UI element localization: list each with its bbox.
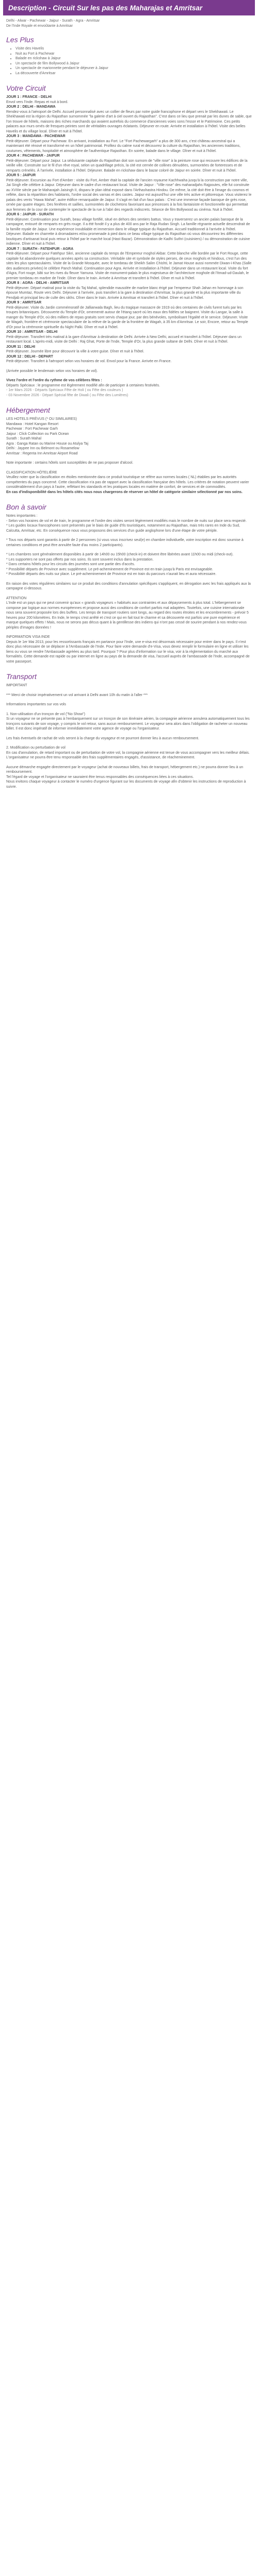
day-block <box>6 247 252 281</box>
day-text: Rendez-vous à l'aéroport de Delhi. Accueil personnalisé avec un collier de fleurs par notre guide francophone et départ vers le Shekhawati. Le Shekhawati est la région du Rajasthan surnommée "la galerie d'art à ciel ouvert du Rajasthan". C'est dans ce lieu que prenait par les dunes de sable, que l'on trouve de hôtels, maisons des riches marchands qui avaient autrefois du commerce d'anciennes voies sons l'essor et le Patrimoine. Ces petits palaces aux murs ornés de fresques peintes sont de véritables ouvrages éclatants. Déjeuner en route. Arrivée et installation à l'hôtel. Visite des belles Havelis et du village local. Dîner et nuit à l'hôtel. <box>6 110 252 133</box>
flight-info-paragraph: 2. Modification ou perturbation de vol <box>6 746 66 750</box>
flight-info-paragraph: En cas d'annulation, de retard important ou de perturbation de votre vol, la compagnie aérienne est tenue de vous accompagner vers les meilleur délais. L'organisateur ne pourra être tenu responsable des frais supplémentaires engagés, d'assistance, de réacheminement. <box>6 751 250 759</box>
special-date: - 1er Mars 2026 - Départs Spéciaux Fête de Holi ( ou Fête des couleurs ) <box>6 388 123 392</box>
note-item: * Les supporters ne sont pas offerts par nos soins. Ils sont souvent inclus dans la prestation. <box>6 557 154 562</box>
day-block <box>6 354 252 364</box>
flight-info-paragraph: Les frais éventuels de rachat de vols seront à la charge du voyageur et ne pourront donner lieu à aucun remboursement. <box>6 736 199 740</box>
hotel-line: Delhi : Jaypee Inn ou Belmont ou Rosamelow <box>6 447 79 450</box>
day-text: Petit-déjeuner. Départ matinal pour la visite du Taj Mahal, splendide mausolée de marbre blanc érigé par l'empereur Shah Jahan en hommage à son épouse Mumtaz, Route vers Delhi. Déjeuner à l'arrivée, puis transfert à la gare à destination d'Amritsar, la plus grande et la plus importante ville du Pendjab et principal lieu de culte des sikhs. Dîner dans le train. Arrivée à Amritsar et transfert à l'hôtel. Dîner et nuit à l'hôtel. <box>6 286 244 300</box>
day-text: Petit-déjeuner. Continuation pour Surath, beau village fortifié, situé en dehors des sentiers battus. Vous y traverserez un ancien palais baroque de la campagne, entouré de remparts en grès rouge. Il a été fondé il y a plus de 400 ans par le Raja Rudan Singh. La famille régnante actuelle descendrait de la famille royale de Jaipur. Une expérience inoubliable et immersion dans le village typique du Rajasthan. Accueil traditionnel à l'arrivée à l'hôtel. Déjeuner. Balade en charrette à dromadaires et/ou promenade à pied dans ce beau village typique du Rajasthan où vous découvrirez les différentes boutiques d'artisanat local puis retour à l'hôtel par le marché local (Hast Bazar). Démonstration de Kadhi Suthri (cuisiniers) / ou démonstration de cuisine indienne. Dîner et nuit à l'hôtel. <box>6 217 250 246</box>
flight-info-paragraph: 1. Non-utilisation d'un tronçon de vol ("No Show") <box>6 712 85 716</box>
day-text: Petit-déjeuner. Journée libre pour découvrir la ville à votre guise. Dîner et nuit à l'hôtel. <box>6 350 144 353</box>
hotel-line: Jaipur : Click Collection ou Park Ocean <box>6 432 69 436</box>
classification-title: CLASSIFICATION HÔTELIÈRE <box>6 470 57 474</box>
day-text: Petit-déjeuner. Départ pour Fatehpur Sikri, ancienne capitale du temps de l'Empereur moghol Akbar. Cette blanche ville bordée par le Fort Rouge, cette capitale fut abandonnée quelques années après sa construction. Véritable site et symbole de styles perses, de ceux moghols et hindous, c'est l'un des sites les plus spectaculaires. Visite de la Grande Mosquée, avec le tombeau de Sheikh Salim Chishti, le Jamat House aussi nommée Diwan-i-Khas (Salle des audiences privées) le célèbre Panch Mahal. Continuation pour Agra. Arrivée et installation à l'hôtel. Déjeuner dans un restaurant local. Visite du fort d'Agra, Fort rouge, bâti sur les rives du fleuve Yamuna. Visite de monument-palais le plus majestueux de l'architecture moghole dit l'Itmad-ud-Daulah, le premier tombeau en marbre de l'Inde. Dîner dans le train. Arrivée à Amritsar et transfert à l'hôtel. Dîner et nuit à l'hôtel. <box>6 252 252 280</box>
list-item: • La découverte d'Amritsar <box>15 71 252 76</box>
conditions-note: En raison des votes régulières similaires sur ce produit des conditions d'annulation spécifiques s'appliquent, en dérogation avec les frais appliqués aux la campagne ci-dessous. <box>6 582 251 590</box>
list-item: • Nuit au Fort à Pachewar <box>15 52 252 57</box>
list-item: • Un spectacle de film Bollywood à Jaipur <box>15 61 252 66</box>
section-title-circuit: Votre Circuit <box>6 84 46 92</box>
flight-info-paragraph: Tel l'égard de voyage et l'organisateur ne sauraient être tenus responsables des conséquences liées à ces situations. <box>6 775 194 779</box>
order-note: (Arrivée possible le lendemain selon vos horaires de vol). <box>6 369 98 373</box>
hotels-intro: LES HOTELS PRÉVUS (* OU SIMILAIRES) <box>6 417 77 421</box>
notes-intro: Notes importantes : <box>6 514 38 518</box>
day-title: JOUR 5 : JAIPUR <box>6 174 36 177</box>
day-title: JOUR 12 : DELHI - DEPART <box>6 354 53 359</box>
hotel-line: Amritsar : Regenta Inn Amritsar Airport Road <box>6 451 78 455</box>
day-block <box>6 281 252 300</box>
list-item: • Un spectacle de marionnette pendant le déjeuner à Jaipur <box>15 66 252 71</box>
day-text: Petit-déjeuner. Départ pour Pachewar. En arrivant, installation au Fort. Le "Fort Pachewargarh" a plus de 300 ans, c'est château ancestral qui a maintenant été rénové et transformé en un hôtel patrimonial. Profitez du calme rural et découvrez la culture du Rajasthan, les anciennes traditions, coutumes, vêtements, hospitalité et atmosphère de l'authentique Rajasthan. En soirée, balade dans le village. Dîner et nuit à l'hôtel. <box>6 139 241 153</box>
day-block <box>6 330 252 345</box>
hotel-line: Mandawa : Hotel Kangan Resort <box>6 422 59 426</box>
section-title-plus: Les Plus <box>6 36 34 44</box>
day-block <box>6 212 252 247</box>
special-dates-intro: Départs Spéciaux : le programme est légèrement modifié afin de participer à certaines festivités. <box>6 383 160 387</box>
day-title: JOUR 7 : SURATH - FATEHPUR - AGRA <box>6 247 74 251</box>
section-title-bon-a-savoir: Bon à savoir <box>6 503 46 511</box>
hotel-line: Agra : Ganga Ratan ou Marine House ou Atulya Taj <box>6 442 89 446</box>
note-item: * Tous nos départs sont garantis à partir de 2 personnes (si vous vous inscrivez seul(e) en chambre individuelle, votre inscription est donc soumise à certaines conditions et peut être annulée faute d'au moins 2 participants). <box>6 538 244 547</box>
note-item: * Possibilité départs de Province avec supplément. Le pré-acheminement de Province est en train jusqu'à Paris est envisageable. <box>6 567 213 571</box>
unavailability-note: En cas d'indisponibilité dans les hôtels cités nous nous chargerons de réserver un hôtel de catégorie similaire sélectionné par nos soins. <box>6 490 243 494</box>
attention-title: ATTENTION <box>6 596 27 600</box>
day-title: JOUR 1 : FRANCE - DELHI <box>6 95 52 99</box>
note-item: * Dans certains hôtels pour les circuits des journées sont une partie des d'accès. <box>6 563 135 566</box>
day-text: Petit-déjeuner. Visite du Jardin commémoratif de Jallianwala Bagh, lieu du tragique massacre de 1919 où des centaines de civils furent tués par les troupes britanniques. Découverte du Temple d'Or, ornementé autour de l'étang sacré où les eaux des fidèles se baignent. Visite du Langar, la salle à manger du Temple d'Or, où des milliers de repas gratuits sont servis chaque jour, par des bénévoles, symbolisant l'égalité et le service. Déjeuner. Visite de Wagah, frontière et cérémonie spectaculaire de la relève de la garde de la frontière de Wagah, à 35 km d'Amritsar. Le soir, Encore, retour au Temple d'Or pour la cérémonie spirituelle du Night Palki. Dîner et nuit à l'hôtel. <box>6 306 248 329</box>
day-title: JOUR 9 : AMRITSAR <box>6 301 42 304</box>
route-text: Delhi - Alwar - Pachewar - Jaipur - Surath - Agra - Amritsar <box>6 19 100 23</box>
day-text: Envol vers l'Inde. Repas et nuit à bord. <box>6 100 69 104</box>
day-block <box>6 300 252 330</box>
day-title: JOUR 4 : PACHEWAR - JAIPUR <box>6 154 60 158</box>
day-block <box>6 105 252 134</box>
attention-text: L'Inde est un pays qui ne peut convenir qu'aux « grands voyageurs » habitués aux contraintes et aux dépaysements à plus total. L'hébergement se compose par logique aux normes européennes et propose aussi des conditions de confort parfois mal adaptées. Toutefois, une cuisine internationale nous sera souvent proposée lors des buffets. Les temps de transport routiers sont longs, au regard des routes étroites et les encombrements - prévoir 5 heures pour 200 kilomètres. En Inde, le temps s'est arrêté et c'est ce qui en fait tout le charme et sa découverte est parfois une pure expérience et marque quelques effets ! Mais, nous ne serons pas décus quant à la gentillesse des indiens qui n'ont pas cessé de sourire pendant à nos rendez-vous périples d'images données ! <box>6 601 249 630</box>
route-line <box>6 19 252 28</box>
visa-title: INFORMATION VISA INDE <box>6 635 50 639</box>
flight-warning: *** Merci de choisir impérativement un vol arrivant à Delhi avant 10h du matin à l'aller *** <box>6 693 148 697</box>
day-title: JOUR 6 : JAIPUR - SURATH <box>6 213 54 216</box>
transport-intro: IMPORTANT <box>6 684 27 687</box>
section-title-transport: Transport <box>6 672 37 681</box>
flight-info-paragraph: Aucune démarche engagée directement par le voyageur (achat de nouveaux billets, frais de transport, hébergement etc.) ne pourra donner lieu à un remboursement. <box>6 765 244 774</box>
day-title: JOUR 8 : AGRA - DELHI - AMRITSAR <box>6 281 69 285</box>
classification-text: Veuillez noter que la classification en étoiles mentionnée dans ce produit touristique se réfère aux normes locales ( NL) établies par les autorités compétentes du pays concerné. Cette classification n'a pas de rapport avec la classification française des hôtels. Les critères de notation peuvent varier considérablement d'un pays à l'autre, reflétant les standards et les pratiques locales en matière de confort, de services et de commodités. <box>6 476 249 489</box>
visa-text: Depuis le 1er Mai 2013, pour les ressortissants français en partance pour l'Inde, une e-visa est désormais nécessaire pour entrer dans le pays. Il n'est donc plus nécessaire de se déplacer à l'Ambassade de l'Inde. Pour faire votre demande d'e-Visa, vous devez remplir le formulaire en ligne et utiliser les liens ou vous se rendre l'Ambassade agréées au plus tard. Pourquoi ? Pour plus d'information sur le visa, voir à la règlementation du marché aux formalités. Cette demande est rapide ou par internet en ligne au pays de la demande de visa, l'accueil auprès de l'ambassade de l'Inde, accompagné de votre passeport. <box>6 640 250 664</box>
list-item: • Balade en rickshaw à Jaipur <box>15 56 252 61</box>
alcohol-note: Note importante : certains hôtels sont susceptibles de ne pas proposer d'alcool. <box>6 461 134 465</box>
list-item: • Visite des Havelis <box>15 46 252 52</box>
hotel-line: Pachewar : Fort Pachewar Garh <box>6 427 58 431</box>
note-item: * Possibilité départs des nuits sur place. Le pré-acheminement de Province est en train du parcours n'aurait lieu et aura nécessaire. <box>6 572 217 576</box>
day-block <box>6 345 252 354</box>
hotel-line: Surath : Surath Mahal <box>6 437 42 440</box>
day-title: JOUR 2 : DELHI - MANDAWA <box>6 105 56 109</box>
day-text: Petit-déjeuner. Transfert très matinal à la gare d'Amritsar à destination de Delhi. Arrivée à New Delhi, accueil et transfert à l'hôtel. Déjeuner dans un restaurant local. L'après-midi, visite de Delhi : Raj Ghat, Porte de l'Inde, Temple d'Or, la plus grande sultane de Delhi. Dîner et nuit à l'hôtel. <box>6 335 241 344</box>
plus-list <box>6 46 252 76</box>
program-note: Vivez l'ordre et l'ordre du rythme de vos célèbres fêtes : <box>6 379 102 382</box>
day-title: JOUR 11 : DELHI <box>6 345 36 349</box>
day-title: JOUR 3 : MANDAWA - PACHEWAR <box>6 134 66 138</box>
day-block <box>6 173 252 212</box>
content <box>0 19 258 789</box>
flight-info-paragraph: Si un voyageur ne se présente pas à l'embarquement sur un tronçon de son itinéraire aérien, la compagnie aérienne annulera automatiquement tous les tronçons suivants de son voyage, y compris le vol retour, sans aucun remboursement. Le voyageur sera alors dans l'obligation de racheter un nouveau billet. Il est donc impératif de informer immédiatement votre agence de voyage ou l'organisateur. <box>6 717 250 731</box>
page-title: Description - Circuit Sur les pas des Maharajas et Amritsar <box>8 4 203 12</box>
flight-info-title: Informations importantes sur vos vols <box>6 703 66 706</box>
day-block <box>6 95 252 105</box>
flight-info-paragraph: Nous invitons chaque voyageur à contacter le numéro d'urgence figurant sur les documents de voyage afin d'obtenir les instructions de reproduction à suivre. <box>6 780 246 789</box>
special-date: - 03 Novembre 2026 - Départ Spécial fête de Diwali ( ou Fête des Lumières) <box>6 393 128 397</box>
day-text: Petit-déjeuner. Départ pour Jaipur. La séduisante capitale du Rajasthan doit son surnom de "ville rose" à la peinture rose qui recouvre les édifices de la vieille ville. Construite sur le fil d'un rêve royal, selon un quadrillage précis, la cité est cernée de collines dénudées, surmontées de forteresses et de remparts crénelés. À l'arrivée, installation à l'hôtel. Déjeuner. Balade en rickshaw dans le bazar coloré de Jaipur en soirée. Dîner et nuit à l'hôtel. <box>6 159 248 173</box>
day-block <box>6 134 252 154</box>
day-text: Petit-déjeuner. Transfert à l'aéroport selon vos horaires de vol. Envol pour la France. Arrivée en France. <box>6 360 172 363</box>
note-item: * Les guides locaux francophones sont présentés par le biais de guide d'Ils touristiques, notamment au Rajasthan, mais très rares en Inde du Sud, Calcutta, Amritsar, etc. En conséquence nous vous proposons des services d'un guide anglophone lors d'une étape de votre périple. <box>6 524 240 533</box>
title-band <box>3 0 255 15</box>
note-item: * Les chambres sont généralement disponibles à partir de 14h00 ou 15h00 (check-in) et doivent être libérées avant 11h00 ou midi (check-out). <box>6 553 234 556</box>
section-title-hebergement: Hébergement <box>6 406 50 414</box>
note-item: - Selon vos horaires de vol et de train, le programme et l'ordre des visites seront légèrement modifiés mais le nombre de nuits sur place sera respecté. <box>6 519 247 523</box>
day-block <box>6 154 252 173</box>
route-subtitle: De l'Inde Royale et envoûtante à Amritsar <box>6 24 73 28</box>
day-title: JOUR 10 : AMRITSAR - DELHI <box>6 330 58 334</box>
day-text: Petit-déjeuner. Excursion au Fort d'Amber : visite du Fort, Amber était la capitale de l'ancien royaume Kachhwaha jusqu'à la construction par notre ville, Jai Singh elle célèbre à Jaipur. Déjeuner dans le cadre d'un restaurant local. Visite de Jaipur : "Ville rose" des maharadjahs Rajpoutes, elle fut construite au XVIIIe siècle par le Maharajah Jaisingh II, disparu le plan idéal exposé dans l'Arthashastra Hindou. De même, la cité doit être à l'image du cosmos et reflète, dans la répartition des habitants, l'ordre social des varnas et des castes. Jaipur est aujourd'hui une ville très active et pittoresque. Vous visiterez le palais des vents "Hawa Mahal", autre édifice remarquable de Jaipur. Il s'agit en fait d'un faux palais : C'est une immense façade baroque de grès rose, ornée par quatre étages. Des fenêtres et saillies, surmontées de clochetons favorisant aux princesses à la fois fantaisiste et fonctionnelle qui permettait aux femmes de la cour de contempler le spectacle de la rue à l'abri des regards indiscrets. Séance de film Bollywood au cinéma. Nuit à l'hôtel. <box>6 178 252 212</box>
